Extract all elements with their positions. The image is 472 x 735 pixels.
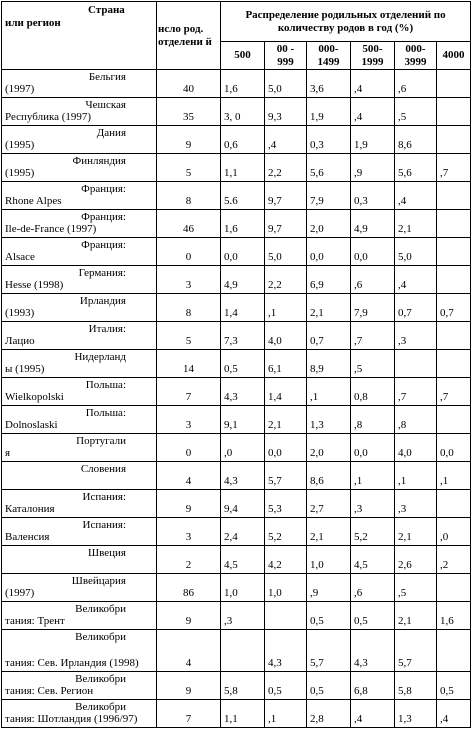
percent-cell: 2,4 [221, 518, 265, 546]
country-detail: Ile-de-France (1997) [5, 223, 97, 235]
table-row [2, 154, 471, 182]
country-cell [2, 210, 157, 238]
table-row [2, 294, 471, 322]
country-cell [2, 70, 157, 98]
country-cell [2, 378, 157, 406]
percent-cell: 7,9 [351, 294, 395, 322]
percent-cell: 1,6 [437, 602, 471, 630]
table-row [2, 266, 471, 294]
units-count-cell: 4 [157, 630, 221, 672]
percent-cell: 4,3 [221, 462, 265, 490]
percent-cell: ,9 [307, 574, 351, 602]
country-name: Польша: [85, 379, 126, 391]
percent-cell: 3,6 [307, 70, 351, 98]
percent-cell: 1,9 [351, 126, 395, 154]
percent-cell: 8,6 [395, 126, 437, 154]
percent-cell: 5.6 [221, 182, 265, 210]
country-detail: Alsace [5, 251, 35, 263]
percent-cell: 4,5 [351, 546, 395, 574]
header-bin: 500- 1999 [351, 42, 395, 70]
percent-cell: 4,0 [395, 434, 437, 462]
percent-cell: 1,4 [265, 378, 307, 406]
percent-cell: 2,1 [265, 406, 307, 434]
header-country-top: Страна [88, 4, 125, 16]
percent-cell: ,7 [351, 322, 395, 350]
percent-cell: ,9 [351, 154, 395, 182]
percent-cell: ,1 [351, 462, 395, 490]
percent-cell [265, 602, 307, 630]
percent-cell: 4,2 [265, 546, 307, 574]
percent-cell: ,4 [265, 126, 307, 154]
table-row [2, 182, 471, 210]
units-count-cell: 3 [157, 518, 221, 546]
percent-cell: 2,0 [307, 434, 351, 462]
percent-cell: ,4 [395, 182, 437, 210]
country-detail: тания: Сев. Регион [5, 685, 94, 697]
units-count-cell: 0 [157, 434, 221, 462]
percent-cell [437, 182, 471, 210]
percent-cell [437, 574, 471, 602]
percent-cell: 0,8 [351, 378, 395, 406]
country-cell [2, 490, 157, 518]
percent-cell: ,7 [395, 378, 437, 406]
percent-cell: 1,3 [307, 406, 351, 434]
table-row [2, 98, 471, 126]
percent-cell [395, 350, 437, 378]
units-count-cell: 3 [157, 406, 221, 434]
percent-cell: 1,0 [265, 574, 307, 602]
percent-cell: 0,7 [307, 322, 351, 350]
header-bin: 000- 1499 [307, 42, 351, 70]
units-count-cell: 9 [157, 126, 221, 154]
country-name: Испания: [82, 491, 126, 503]
percent-cell: 9,3 [265, 98, 307, 126]
country-detail: Лацио [5, 335, 35, 347]
table-row [2, 546, 471, 574]
percent-cell [437, 490, 471, 518]
country-name: Чешская [85, 99, 126, 111]
percent-cell: 5,2 [351, 518, 395, 546]
country-name: Франция: [81, 239, 126, 251]
percent-cell: 6,1 [265, 350, 307, 378]
percent-cell: ,1 [265, 700, 307, 728]
table-row [2, 350, 471, 378]
header-bin: 00 - 999 [265, 42, 307, 70]
percent-cell: 1,3 [395, 700, 437, 728]
percent-cell [221, 630, 265, 672]
country-detail: тания: Шотландия (1996/97) [5, 713, 138, 725]
table-row [2, 70, 471, 98]
units-count-cell: 7 [157, 378, 221, 406]
percent-cell: 0,0 [437, 434, 471, 462]
country-cell [2, 518, 157, 546]
header-bin: 000- 3999 [395, 42, 437, 70]
percent-cell: 0,5 [351, 602, 395, 630]
percent-cell: 4,3 [265, 630, 307, 672]
table-row [2, 574, 471, 602]
header-distribution: Распределение родильных отделений по количеству родов в год (%) [221, 2, 471, 42]
table-row [2, 630, 471, 672]
country-name: Словения [80, 463, 126, 475]
percent-cell: ,1 [437, 462, 471, 490]
percent-cell: ,4 [437, 700, 471, 728]
table-row [2, 672, 471, 700]
country-cell [2, 154, 157, 182]
percent-cell: 0,7 [437, 294, 471, 322]
table-row [2, 462, 471, 490]
percent-cell: 4,0 [265, 322, 307, 350]
table-row [2, 322, 471, 350]
percent-cell: 9,7 [265, 182, 307, 210]
units-count-cell: 9 [157, 490, 221, 518]
percent-cell: 2,1 [395, 210, 437, 238]
percent-cell [437, 210, 471, 238]
percent-cell: 8,9 [307, 350, 351, 378]
percent-cell: ,1 [307, 378, 351, 406]
units-count-cell: 7 [157, 700, 221, 728]
table-row [2, 602, 471, 630]
percent-cell: 4,9 [351, 210, 395, 238]
country-name: Польша: [85, 407, 126, 419]
percent-cell [437, 350, 471, 378]
country-name: Ирландия [79, 295, 126, 307]
percent-cell: 0,3 [351, 182, 395, 210]
percent-cell: 1,6 [221, 210, 265, 238]
percent-cell: ,4 [351, 98, 395, 126]
header-births: нсло род. отделени й [157, 2, 221, 70]
percent-cell: ,3 [221, 602, 265, 630]
percent-cell [437, 630, 471, 672]
country-detail: Dolnoslaski [5, 419, 58, 431]
percent-cell: 0,0 [265, 434, 307, 462]
percent-cell: 0,5 [265, 672, 307, 700]
country-detail: Rhone Alpes [5, 195, 62, 207]
country-detail: (1995) [5, 167, 35, 179]
percent-cell: ,4 [351, 700, 395, 728]
units-count-cell: 46 [157, 210, 221, 238]
percent-cell: ,2 [437, 546, 471, 574]
header-country [2, 2, 157, 70]
country-name: Финляндия [72, 155, 126, 167]
percent-cell [437, 322, 471, 350]
country-cell [2, 602, 157, 630]
percent-cell: ,4 [395, 266, 437, 294]
percent-cell [437, 266, 471, 294]
percent-cell: ,8 [351, 406, 395, 434]
percent-cell: 0,5 [307, 602, 351, 630]
country-name: Италия: [88, 323, 126, 335]
table-row [2, 434, 471, 462]
percent-cell [437, 406, 471, 434]
units-count-cell: 3 [157, 266, 221, 294]
percent-cell: 5,2 [265, 518, 307, 546]
percent-cell: 2,1 [307, 518, 351, 546]
country-name: Великобри [75, 631, 126, 643]
country-detail: ы (1995) [5, 363, 45, 375]
country-cell [2, 406, 157, 434]
percent-cell: ,3 [351, 490, 395, 518]
percent-cell: ,4 [351, 70, 395, 98]
percent-cell: 7,3 [221, 322, 265, 350]
percent-cell: 4,5 [221, 546, 265, 574]
percent-cell: 5,0 [395, 238, 437, 266]
units-count-cell: 40 [157, 70, 221, 98]
country-name: Великобри [75, 673, 126, 685]
country-cell [2, 574, 157, 602]
country-name: Франция: [81, 211, 126, 223]
country-name: Франция: [81, 183, 126, 195]
country-cell [2, 546, 157, 574]
percent-cell: 5,8 [221, 672, 265, 700]
table-row [2, 406, 471, 434]
percent-cell: ,8 [395, 406, 437, 434]
header-bin: 500 [221, 42, 265, 70]
country-cell [2, 434, 157, 462]
country-detail: Wielkopolski [5, 391, 64, 403]
country-name: Дания [96, 127, 126, 139]
percent-cell: 2,6 [395, 546, 437, 574]
country-name: Швеция [88, 547, 126, 559]
percent-cell: ,5 [351, 350, 395, 378]
country-name: Великобри [75, 603, 126, 615]
percent-cell: 0,5 [307, 672, 351, 700]
country-name: Бельгия [88, 71, 126, 83]
table-row [2, 700, 471, 728]
units-count-cell: 14 [157, 350, 221, 378]
percent-cell: 1,0 [221, 574, 265, 602]
country-cell [2, 630, 157, 672]
percent-cell: ,0 [437, 518, 471, 546]
country-cell [2, 294, 157, 322]
units-count-cell: 8 [157, 294, 221, 322]
percent-cell: 9,7 [265, 210, 307, 238]
units-count-cell: 5 [157, 322, 221, 350]
country-detail: Республика (1997) [5, 111, 92, 123]
percent-cell: 2,1 [395, 602, 437, 630]
percent-cell: ,3 [395, 322, 437, 350]
country-cell [2, 182, 157, 210]
percent-cell: 1,6 [221, 70, 265, 98]
percent-cell: 5,3 [265, 490, 307, 518]
country-name: Великобри [75, 701, 126, 713]
percent-cell: ,1 [265, 294, 307, 322]
percent-cell: 6,8 [351, 672, 395, 700]
percent-cell: 1,9 [307, 98, 351, 126]
country-name: Испания: [82, 519, 126, 531]
percent-cell: 5,6 [307, 154, 351, 182]
units-count-cell: 2 [157, 546, 221, 574]
percent-cell: 5,7 [395, 630, 437, 672]
units-count-cell: 5 [157, 154, 221, 182]
percent-cell: ,7 [437, 154, 471, 182]
country-cell [2, 126, 157, 154]
percent-cell: 4,3 [221, 378, 265, 406]
header-country-bottom: или регион [5, 17, 61, 29]
percent-cell: ,3 [395, 490, 437, 518]
units-count-cell: 86 [157, 574, 221, 602]
percent-cell: 1,1 [221, 154, 265, 182]
percent-cell: 2,0 [307, 210, 351, 238]
country-cell [2, 350, 157, 378]
percent-cell: ,7 [437, 378, 471, 406]
country-name: Швейцария [71, 575, 126, 587]
percent-cell: 6,9 [307, 266, 351, 294]
percent-cell: 2,2 [265, 154, 307, 182]
table-row [2, 126, 471, 154]
percent-cell: 2,8 [307, 700, 351, 728]
percent-cell: 5,0 [265, 70, 307, 98]
percent-cell: ,6 [395, 70, 437, 98]
percent-cell: 0,5 [437, 672, 471, 700]
percent-cell: 1,1 [221, 700, 265, 728]
country-cell [2, 98, 157, 126]
table-row [2, 238, 471, 266]
percent-cell: 8,6 [307, 462, 351, 490]
percent-cell: 2,7 [307, 490, 351, 518]
table-row [2, 210, 471, 238]
country-name: Португали [76, 435, 126, 447]
percent-cell: 4,3 [351, 630, 395, 672]
units-count-cell: 0 [157, 238, 221, 266]
percent-cell [437, 126, 471, 154]
percent-cell: 1,4 [221, 294, 265, 322]
percent-cell: 7,9 [307, 182, 351, 210]
percent-cell: 9,4 [221, 490, 265, 518]
percent-cell: 0,0 [351, 238, 395, 266]
country-cell [2, 700, 157, 728]
percent-cell: 5,8 [395, 672, 437, 700]
country-name: Нидерланд [74, 351, 126, 363]
percent-cell: 0,7 [395, 294, 437, 322]
country-detail: я [5, 447, 11, 459]
percent-cell: 2,1 [307, 294, 351, 322]
table-row [2, 490, 471, 518]
percent-cell: 0,3 [307, 126, 351, 154]
maternity-units-table [1, 1, 471, 728]
country-cell [2, 672, 157, 700]
percent-cell: 2,2 [265, 266, 307, 294]
country-cell [2, 322, 157, 350]
table-row [2, 378, 471, 406]
percent-cell: 4,9 [221, 266, 265, 294]
units-count-cell: 35 [157, 98, 221, 126]
country-cell [2, 266, 157, 294]
percent-cell: 9,1 [221, 406, 265, 434]
country-name: Германия: [78, 267, 126, 279]
percent-cell: 5,6 [395, 154, 437, 182]
country-detail: тания: Трент [5, 615, 65, 627]
percent-cell: ,6 [351, 574, 395, 602]
country-detail: Каталония [5, 503, 55, 515]
country-detail: Валенсия [5, 531, 50, 543]
percent-cell: 0,0 [307, 238, 351, 266]
percent-cell: 5,7 [265, 462, 307, 490]
table-row [2, 518, 471, 546]
percent-cell: ,5 [395, 98, 437, 126]
percent-cell: 5,0 [265, 238, 307, 266]
percent-cell: ,5 [395, 574, 437, 602]
percent-cell: ,1 [395, 462, 437, 490]
units-count-cell: 4 [157, 462, 221, 490]
country-detail: (1997) [5, 587, 35, 599]
country-detail: Hesse (1998) [5, 279, 64, 291]
percent-cell: 2,1 [395, 518, 437, 546]
country-detail: (1997) [5, 83, 35, 95]
table-body [2, 70, 471, 728]
country-cell [2, 462, 157, 490]
percent-cell [437, 238, 471, 266]
percent-cell: 0,6 [221, 126, 265, 154]
header-row [2, 2, 471, 42]
percent-cell [437, 98, 471, 126]
country-detail: (1993) [5, 307, 35, 319]
units-count-cell: 8 [157, 182, 221, 210]
percent-cell: 0,0 [221, 238, 265, 266]
units-count-cell: 9 [157, 602, 221, 630]
percent-cell: 3, 0 [221, 98, 265, 126]
percent-cell: 0,0 [351, 434, 395, 462]
percent-cell: 0,5 [221, 350, 265, 378]
percent-cell: 5,7 [307, 630, 351, 672]
country-detail: (1995) [5, 139, 35, 151]
percent-cell: ,0 [221, 434, 265, 462]
percent-cell: ,6 [351, 266, 395, 294]
units-count-cell: 9 [157, 672, 221, 700]
header-bin: 4000 [437, 42, 471, 70]
percent-cell: 1,0 [307, 546, 351, 574]
country-detail: тания: Сев. Ирландия (1998) [5, 657, 139, 669]
percent-cell [437, 70, 471, 98]
country-cell [2, 238, 157, 266]
